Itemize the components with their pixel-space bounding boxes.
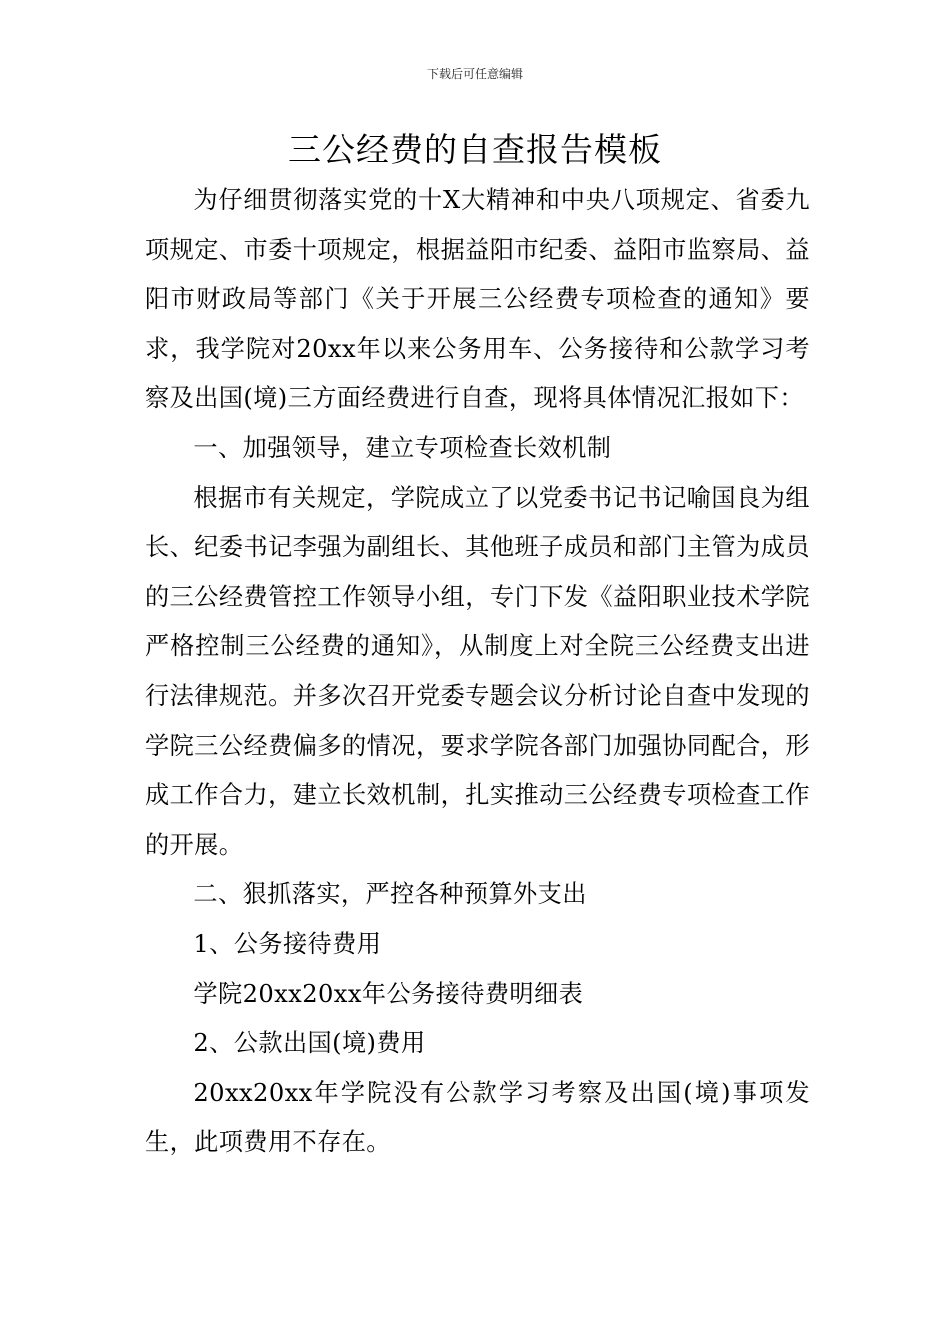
reception-fees-table-caption: 学院20xx20xx年公务接待费明细表	[193, 979, 584, 1008]
intro-paragraph: 为仔细贯彻落实党的十X大精神和中央八项规定、省委九项规定、市委十项规定，根据益阳市纪委、益阳市监察局、益阳市财政局等部门《关于开展三公经费专项检查的通知》要求，我学院对20xx年以来公务用车、公务接待和公款学习考察及出国(境)三方面经费进行自查，现将具体情况汇报如下：	[145, 186, 810, 413]
section-heading-2: 二、狠抓落实，严控各种预算外支出	[193, 880, 587, 909]
section-1-paragraph: 根据市有关规定，学院成立了以党委书记书记喻国良为组长、纪委书记李强为副组长、其他班子成员和部门主管为成员的三公经费管控工作领导小组，专门下发《益阳职业技术学院严格控制三公经费的通知》，从制度上对全院三公经费支出进行法律规范。并多次召开党委专题会议分析讨论自查中发现的学院三公经费偏多的情况，要求学院各部门加强协同配合，形成工作合力，建立长效机制，扎实推动三公经费专项检查工作的开展。	[145, 483, 810, 859]
overseas-fees-paragraph: 20xx20xx年学院没有公款学习考察及出国(境)事项发生，此项费用不存在。	[145, 1078, 810, 1157]
document-title: 三公经费的自查报告模板	[288, 130, 662, 169]
subheading-reception-fees: 1、公务接待费用	[193, 929, 382, 958]
document-body	[145, 176, 810, 1168]
section-heading-1: 一、加强领导，建立专项检查长效机制	[193, 433, 612, 462]
subheading-overseas-fees: 2、公款出国(境)费用	[193, 1029, 426, 1058]
page-header-note: 下载后可任意编辑	[426, 67, 523, 81]
